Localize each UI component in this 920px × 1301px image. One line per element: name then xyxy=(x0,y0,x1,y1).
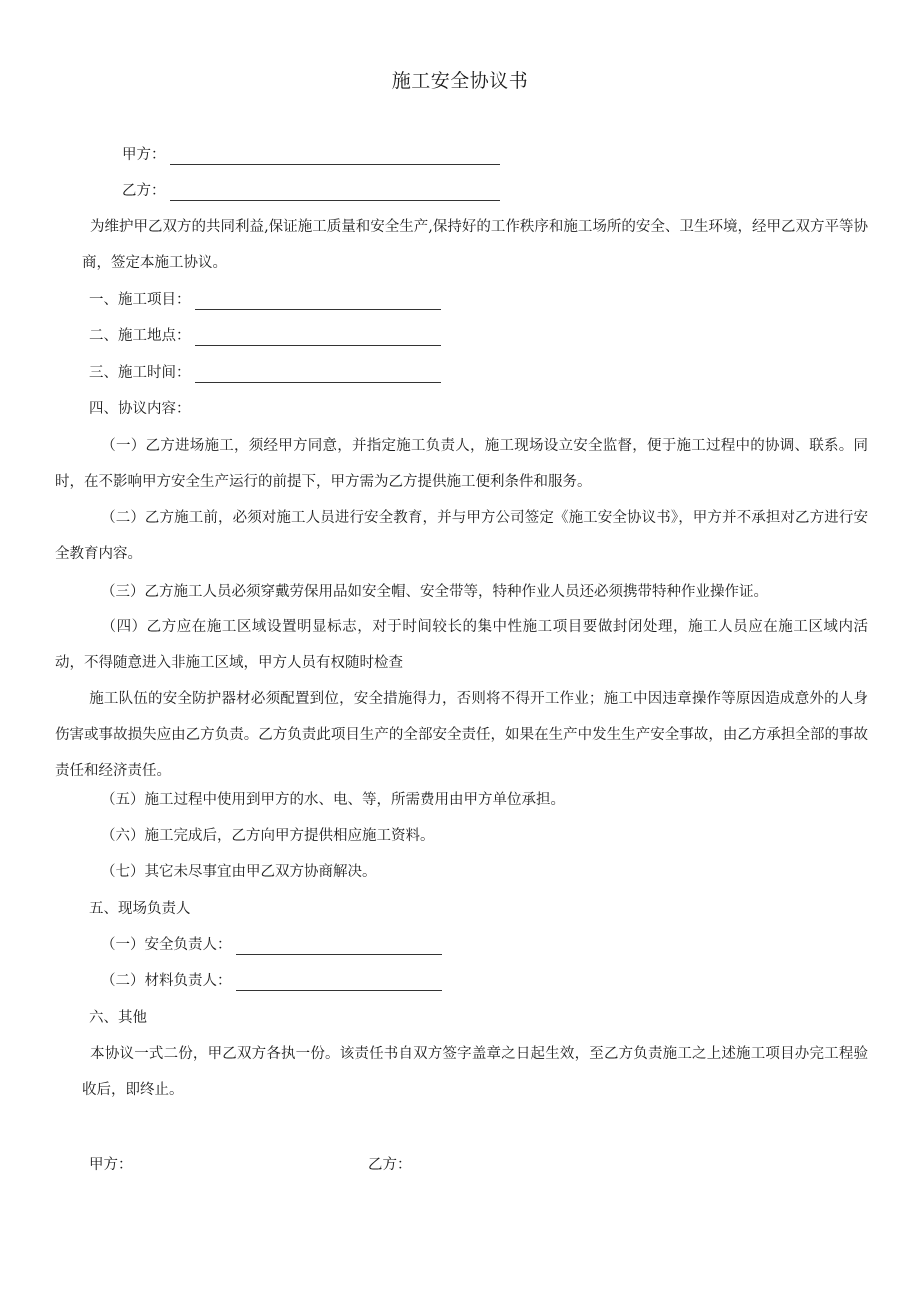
time-field[interactable] xyxy=(195,366,441,383)
section-time-label: 三、施工时间： xyxy=(89,365,191,381)
project-field[interactable] xyxy=(195,293,441,310)
clause-6: （六）施工完成后，乙方向甲方提供相应施工资料。 xyxy=(101,828,435,844)
party-a-field[interactable] xyxy=(170,148,500,165)
clause-4-continuation-text: 施工队伍的安全防护器材必须配置到位，安全措施得力，否则将不得开工作业；施工中因违章操作等原因造成意外的人身伤害或事故损失应由乙方负责。乙方负责此项目生产的全部安全责任，如果在生产中发生生产安全事故，由乙方承担全部的事故责任和经济责任。 xyxy=(55,691,868,779)
location-field[interactable] xyxy=(195,329,441,346)
closing-paragraph xyxy=(82,1036,868,1108)
clause-4-continuation xyxy=(55,681,868,789)
material-person-field[interactable] xyxy=(236,974,442,991)
party-b-field[interactable] xyxy=(170,184,500,201)
material-person-line xyxy=(101,971,442,991)
clause-4-text: （四）乙方应在施工区域设置明显标志，对于时间较长的集中性施工项目要做封闭处理，施工人员应在施工区域内活动，不得随意进入非施工区域，甲方人员有权随时检查 xyxy=(55,619,868,671)
section-time-line xyxy=(89,363,441,383)
party-a-label: 甲方： xyxy=(122,147,166,163)
clause-5: （五）施工过程中使用到甲方的水、电、等，所需费用由甲方单位承担。 xyxy=(101,792,565,808)
intro-paragraph xyxy=(82,209,868,281)
party-a-line xyxy=(122,145,500,165)
clause-3: （三）乙方施工人员必须穿戴劳保用品如安全帽、安全带等，特种作业人员还必须携带特种作业操作证。 xyxy=(101,584,768,600)
section-responsible-heading: 五、现场负责人 xyxy=(89,901,191,917)
section-other-heading: 六、其他 xyxy=(89,1010,147,1026)
clause-7: （七）其它未尽事宜由甲乙双方协商解决。 xyxy=(101,864,377,880)
section-project-line xyxy=(89,290,441,310)
intro-text: 为维护甲乙双方的共同利益,保证施工质量和安全生产,保持好的工作秩序和施工场所的安全、卫生环境，经甲乙双方平等协商，签定本施工协议。 xyxy=(82,219,868,271)
closing-text: 本协议一式二份，甲乙双方各执一份。该责任书自双方签字盖章之日起生效，至乙方负责施工之上述施工项目办完工程验收后，即终止。 xyxy=(82,1046,868,1098)
clause-4 xyxy=(55,609,868,681)
clause-2-text: （二）乙方施工前，必须对施工人员进行安全教育，并与甲方公司签定《施工安全协议书》，甲方并不承担对乙方进行安全教育内容。 xyxy=(55,510,868,562)
party-b-label: 乙方： xyxy=(122,183,166,199)
document-title: 施工安全协议书 xyxy=(391,70,529,92)
section-project-label: 一、施工项目： xyxy=(89,292,191,308)
section-location-line xyxy=(89,326,441,346)
material-person-label: （二）材料负责人： xyxy=(101,973,232,989)
safety-person-line xyxy=(101,935,442,955)
safety-person-label: （一）安全负责人： xyxy=(101,937,232,953)
signature-party-b: 乙方： xyxy=(368,1157,412,1173)
signature-party-a: 甲方： xyxy=(89,1157,133,1173)
clause-2 xyxy=(55,500,868,572)
clause-1 xyxy=(55,428,868,500)
section-location-label: 二、施工地点： xyxy=(89,328,191,344)
safety-person-field[interactable] xyxy=(236,938,442,955)
party-b-line xyxy=(122,181,500,201)
clause-1-text: （一）乙方进场施工，须经甲方同意，并指定施工负责人，施工现场设立安全监督，便于施工过程中的协调、联系。同时，在不影响甲方安全生产运行的前提下，甲方需为乙方提供施工便利条件和服务。 xyxy=(55,438,868,490)
section-content-heading: 四、协议内容： xyxy=(89,401,191,417)
